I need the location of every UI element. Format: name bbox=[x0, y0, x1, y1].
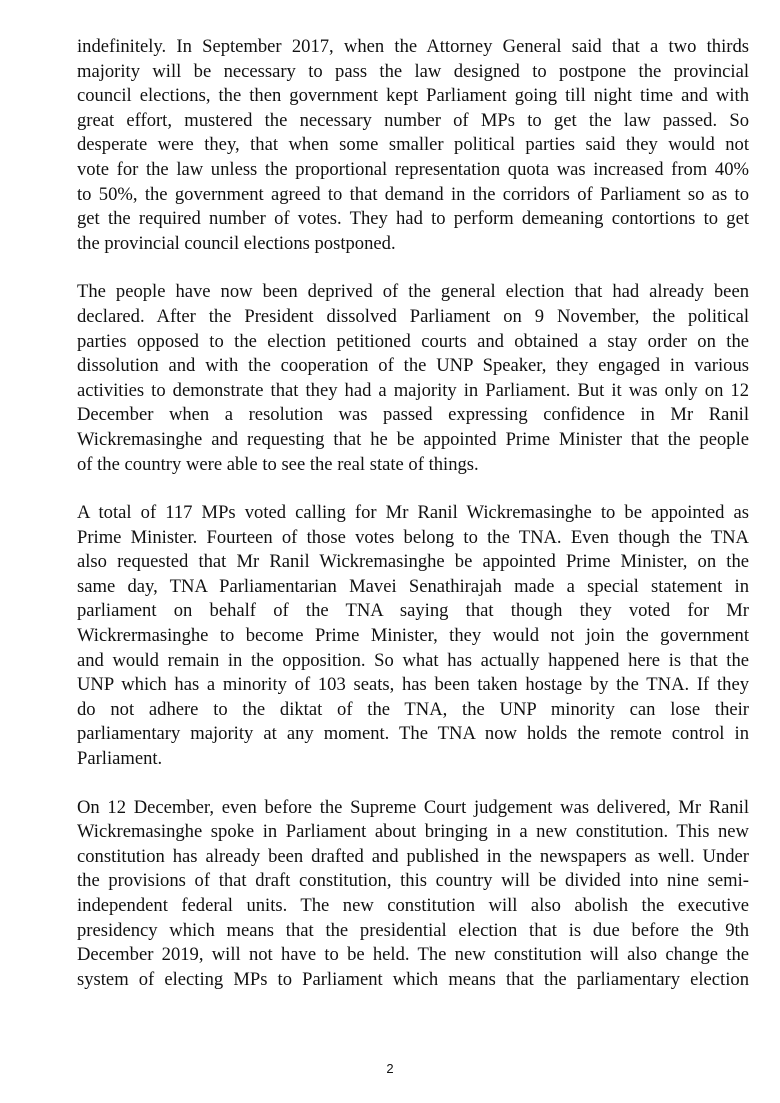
page-number: 2 bbox=[386, 1061, 394, 1076]
text-line: presidency which means that the presidential election that is due before the 9th bbox=[77, 919, 749, 941]
text-line: UNP which has a minority of 103 seats, has been taken hostage by the TNA. If they bbox=[77, 674, 749, 696]
paragraph bbox=[77, 35, 749, 256]
text-line: dissolution and with the cooperation of the UNP Speaker, they engaged in various bbox=[77, 355, 749, 377]
text-line: the provisions of that draft constitution, this country will be divided into nine semi- bbox=[77, 870, 749, 892]
text-line: same day, TNA Parliamentarian Mavei Senathirajah made a special statement in bbox=[77, 575, 749, 597]
text-line: parliament on behalf of the TNA saying that though they voted for Mr bbox=[77, 600, 749, 622]
text-line: system of electing MPs to Parliament which means that the parliamentary election bbox=[77, 968, 749, 990]
text-line: activities to demonstrate that they had a majority in Parliament. But it was only on 12 bbox=[77, 379, 749, 401]
text-line: of the country were able to see the real state of things. bbox=[77, 453, 479, 475]
text-line: get the required number of votes. They had to perform demeaning contortions to get bbox=[77, 208, 749, 230]
text-line: constitution has already been drafted and published in the newspapers as well. Under bbox=[77, 845, 749, 867]
paragraph bbox=[77, 501, 749, 772]
text-line: the provincial council elections postponed. bbox=[77, 232, 396, 254]
text-line: Parliament. bbox=[77, 748, 163, 770]
text-line: On 12 December, even before the Supreme Court judgement was delivered, Mr Ranil bbox=[77, 796, 749, 818]
text-line: to 50%, the government agreed to that demand in the corridors of Parliament so as to bbox=[77, 183, 749, 205]
text-line: Prime Minister. Fourteen of those votes belong to the TNA. Even though the TNA bbox=[77, 526, 749, 548]
text-line: parties opposed to the election petitioned courts and obtained a stay order on the bbox=[77, 330, 749, 352]
paragraph bbox=[77, 796, 749, 993]
text-line: December when a resolution was passed expressing confidence in Mr Ranil bbox=[77, 404, 749, 426]
paragraph bbox=[77, 280, 749, 477]
text-line: and would remain in the opposition. So what has actually happened here is that the bbox=[77, 649, 749, 671]
text-line: majority will be necessary to pass the law designed to postpone the provincial bbox=[77, 60, 749, 82]
text-line: December 2019, will not have to be held. The new constitution will also change the bbox=[77, 944, 749, 966]
text-line: council elections, the then government kept Parliament going till night time and with bbox=[77, 85, 749, 107]
text-line: A total of 117 MPs voted calling for Mr Ranil Wickremasinghe to be appointed as bbox=[77, 502, 749, 524]
text-line: vote for the law unless the proportional representation quota was increased from 40% bbox=[77, 158, 749, 180]
document-body bbox=[77, 35, 749, 1016]
text-line: The people have now been deprived of the general election that had already been bbox=[77, 281, 749, 303]
text-line: desperate were they, that when some smaller political parties said they would not bbox=[77, 134, 749, 156]
text-line: independent federal units. The new constitution will also abolish the executive bbox=[77, 895, 749, 916]
text-line: Wickremasinghe and requesting that he be appointed Prime Minister that the people bbox=[77, 428, 749, 450]
text-line: great effort, mustered the necessary number of MPs to get the law passed. So bbox=[77, 109, 749, 131]
text-line: declared. After the President dissolved Parliament on 9 November, the political bbox=[77, 305, 749, 327]
text-line: also requested that Mr Ranil Wickremasinghe be appointed Prime Minister, on the bbox=[77, 551, 749, 573]
text-line: parliamentary majority at any moment. The TNA now holds the remote control in bbox=[77, 723, 749, 745]
text-line: do not adhere to the diktat of the TNA, the UNP minority can lose their bbox=[77, 698, 749, 720]
text-line: indefinitely. In September 2017, when the Attorney General said that a two thirds bbox=[77, 36, 749, 57]
text-line: Wickrermasinghe to become Prime Minister, they would not join the government bbox=[77, 625, 749, 647]
text-line: Wickremasinghe spoke in Parliament about bringing in a new constitution. This new bbox=[77, 821, 749, 843]
